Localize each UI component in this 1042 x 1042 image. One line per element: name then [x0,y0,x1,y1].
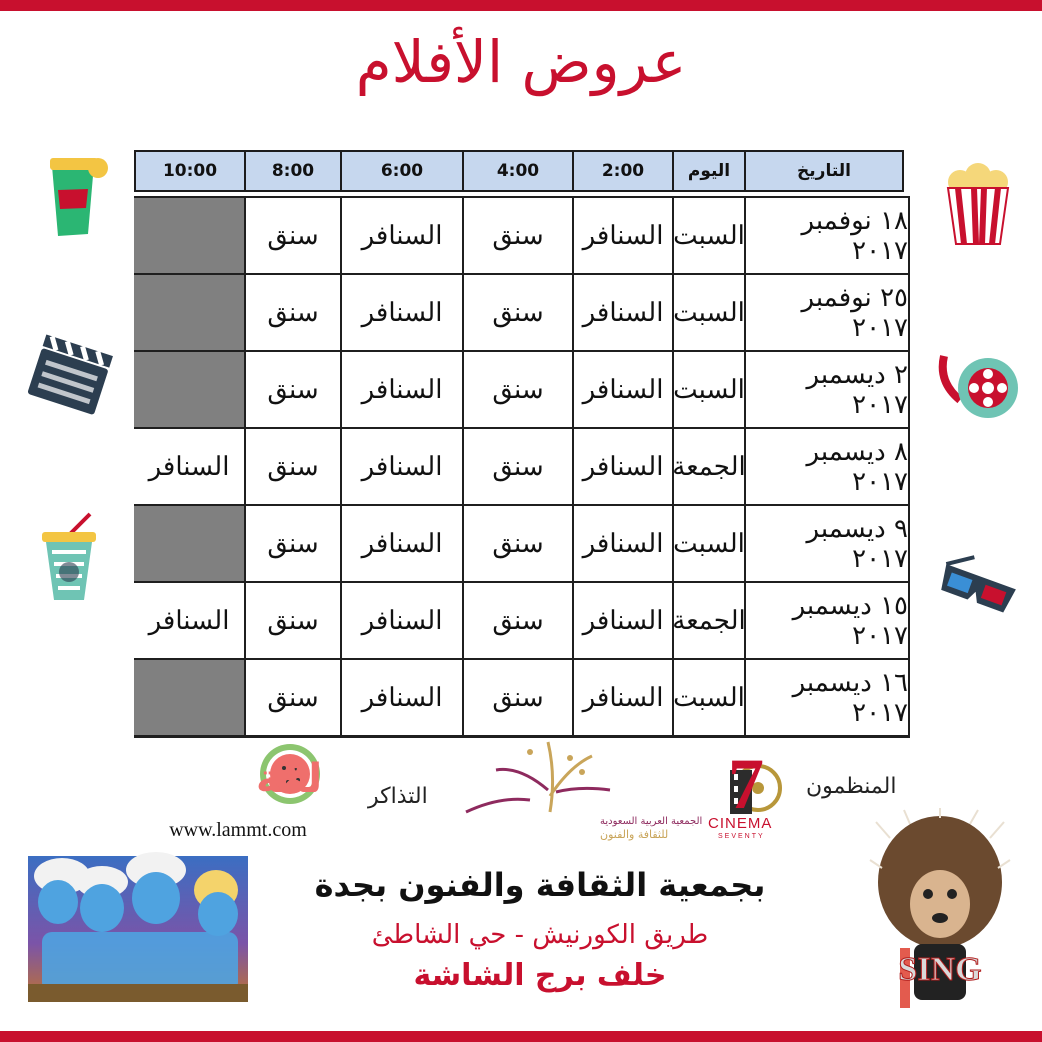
header-date: التاريخ [744,150,904,192]
cell-4pm: سنق [462,275,572,350]
lamma-url: www.lammt.com [169,819,307,841]
cell-2pm: السنافر [572,660,672,735]
cell-4pm: سنق [462,506,572,581]
tickets-label: التذاكر [368,784,428,809]
film-reel-icon [936,352,1026,422]
cinema-word-text: CINEMA [708,815,773,832]
table-row [134,196,910,273]
cell-day: السبت [672,198,744,273]
cinema-sub-text: SEVENTY [718,833,765,840]
cell-2pm: السنافر [572,275,672,350]
table-row [134,273,910,350]
popcorn-icon [938,160,1018,246]
cell-date: ٨ ديسمبر ٢٠١٧ [744,429,910,504]
cell-date: ١٨ نوفمبر ٢٠١٧ [744,198,910,273]
table-row [134,581,910,658]
cell-8pm: سنق [244,352,340,427]
cell-8pm: سنق [244,275,340,350]
cell-date: ٢ ديسمبر ٢٠١٧ [744,352,910,427]
cinema-seven-text: 7 [728,744,764,824]
cell-10pm [134,660,244,735]
table-body [134,196,910,738]
cell-10pm: السنافر [148,605,230,636]
clapperboard-icon [28,312,114,412]
cell-date: ١٦ ديسمبر ٢٠١٧ [744,660,910,735]
cell-8pm: سنق [244,198,340,273]
page-title: عروض الأفلام [355,28,687,96]
cell-2pm: السنافر [572,352,672,427]
cell-2pm: السنافر [572,583,672,658]
cell-day: السبت [672,275,744,350]
header-4pm: 4:00 [462,150,572,192]
cell-8pm: سنق [244,506,340,581]
cell-4pm: سنق [462,583,572,658]
cell-day: الجمعة [672,429,744,504]
header-10pm: 10:00 [134,150,244,192]
sing-movie-character [870,808,1010,1022]
table-row [134,427,910,504]
cell-4pm: سنق [462,429,572,504]
cell-date: ١٥ ديسمبر ٢٠١٧ [744,583,910,658]
table-row [134,504,910,581]
society-line2: للثقافة والفنون [600,828,669,841]
cell-6pm: السنافر [340,583,462,658]
cell-2pm: السنافر [572,198,672,273]
lamma-logo [150,740,330,840]
cell-day: السبت [672,352,744,427]
cell-2pm: السنافر [572,429,672,504]
cell-4pm: سنق [462,352,572,427]
header-6pm: 6:00 [340,150,462,192]
sing-logo-text: SING [898,951,982,988]
cell-10pm [134,275,244,350]
cell-6pm: السنافر [340,506,462,581]
cell-day: السبت [672,506,744,581]
cell-date: ٢٥ نوفمبر ٢٠١٧ [744,275,910,350]
cell-4pm: سنق [462,198,572,273]
bottom-red-bar [0,1031,1042,1042]
header-8pm: 8:00 [244,150,340,192]
cinema-seventy-logo [702,738,792,840]
smurfs-movie-poster [28,856,248,1002]
header-2pm: 2:00 [572,150,672,192]
soda-cup-straw-icon [34,512,104,604]
header-day: اليوم [672,150,744,192]
cell-10pm: السنافر [148,451,230,482]
society-logo [460,736,703,844]
cell-6pm: السنافر [340,429,462,504]
cell-date: ٩ ديسمبر ٢٠١٧ [744,506,910,581]
landmark-text: خلف برج الشاشة [413,958,667,993]
cell-day: السبت [672,660,744,735]
cell-8pm: سنق [244,583,340,658]
cell-10pm [134,352,244,427]
cell-8pm: سنق [244,429,340,504]
schedule-table [134,150,910,728]
cell-6pm: السنافر [340,198,462,273]
cell-6pm: السنافر [340,275,462,350]
top-red-bar [0,0,1042,11]
table-header-row [134,150,904,192]
cell-10pm [134,506,244,581]
lamma-text: لمّة [256,756,323,802]
organizers-label: المنظمون [806,774,897,799]
cell-2pm: السنافر [572,506,672,581]
cell-6pm: السنافر [340,660,462,735]
venue-text: بجمعية الثقافة والفنون بجدة [314,866,766,904]
cell-day: الجمعة [672,583,744,658]
3d-glasses-icon [934,556,1020,620]
table-row [134,350,910,427]
society-line1: الجمعية العربية السعودية [600,816,703,827]
cell-10pm [134,198,244,273]
road-text: طريق الكورنيش - حي الشاطئ [371,920,709,950]
drink-cup-icon [36,156,112,240]
cell-4pm: سنق [462,660,572,735]
cell-6pm: السنافر [340,352,462,427]
table-row [134,658,910,738]
cell-8pm: سنق [244,660,340,735]
